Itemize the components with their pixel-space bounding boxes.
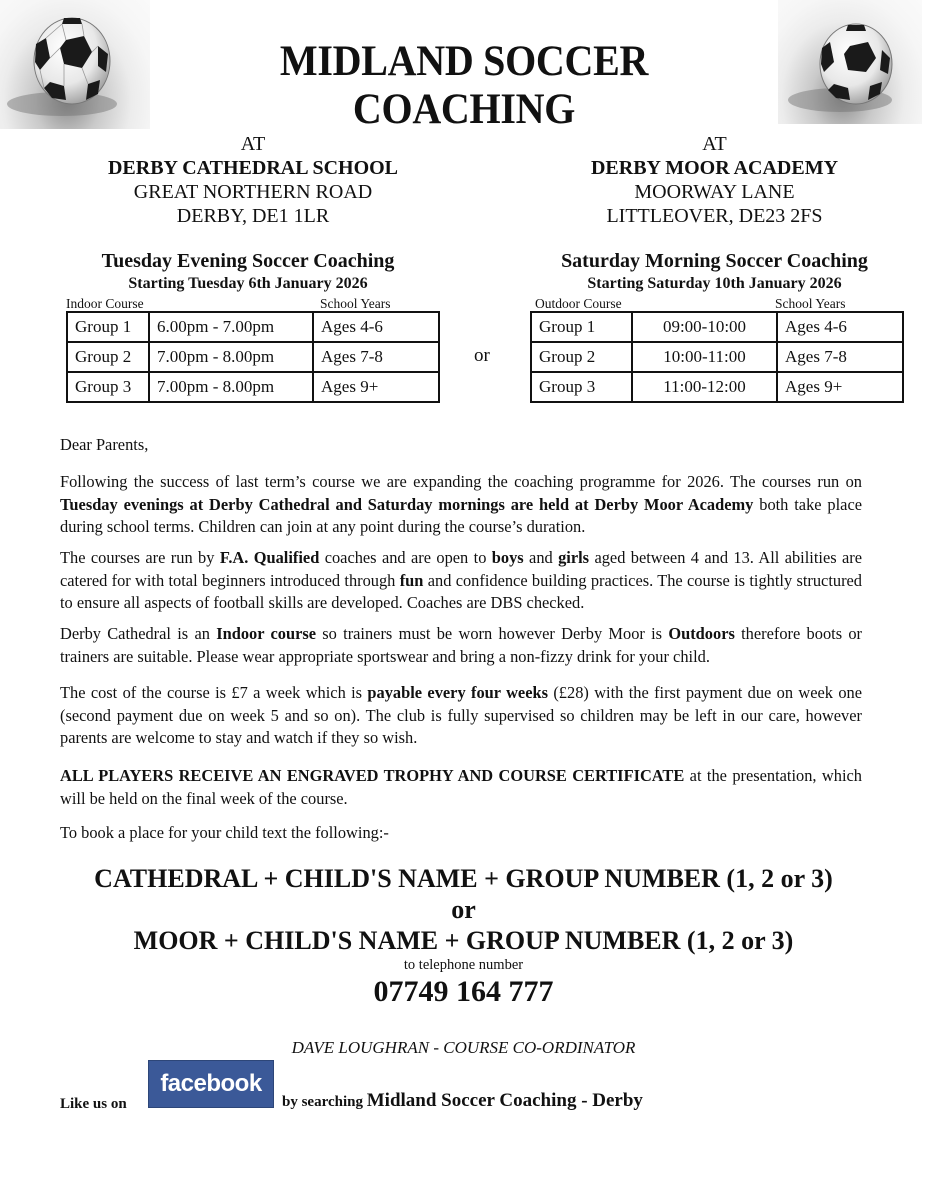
- table-row: [67, 372, 439, 402]
- session-start-saturday: Starting Saturday 10th January 2026: [587, 275, 842, 292]
- table-row: [67, 312, 439, 342]
- facebook-page-name: Midland Soccer Coaching - Derby: [366, 1090, 643, 1111]
- school-years-label: School Years: [775, 296, 846, 311]
- ages-cell: Ages 7-8: [313, 342, 439, 372]
- time-cell: 7.00pm - 8.00pm: [149, 372, 313, 402]
- venue-address-line1: MOORWAY LANE: [634, 181, 795, 203]
- group-cell: Group 2: [67, 342, 149, 372]
- booking-line-moor: MOOR + CHILD'S NAME + GROUP NUMBER (1, 2 or 3): [133, 926, 794, 955]
- venue-name: DERBY MOOR ACADEMY: [590, 157, 839, 179]
- page-title: MIDLAND SOCCER COACHING: [279, 38, 649, 133]
- time-cell: 09:00-10:00: [632, 312, 777, 342]
- booking-instructions: [0, 863, 927, 1010]
- coordinator-signature: DAVE LOUGHRAN - COURSE CO-ORDINATOR: [291, 1038, 636, 1057]
- text-span: (£28) with the first payment due on week one (second payment due on week 5 and so on). The club is fully supervised so children may be left in our care, however parents are welcome to stay and watch if they so wish.: [60, 683, 862, 747]
- text-span: at the presentation, which will be held on the final week of the course.: [60, 766, 862, 808]
- soccer-ball-icon: [0, 0, 150, 129]
- venue-address-line2: LITTLEOVER, DE23 2FS: [606, 205, 823, 227]
- text-bold: ALL PLAYERS RECEIVE AN ENGRAVED TROPHY AND COURSE CERTIFICATE: [60, 766, 685, 785]
- time-cell: 11:00-12:00: [632, 372, 777, 402]
- venue-address-line2: DERBY, DE1 1LR: [176, 205, 330, 227]
- table-row: [531, 372, 903, 402]
- text-bold: fun: [399, 570, 424, 590]
- text-span: Following the success of last term’s course we are expanding the coaching programme for 2026. The courses run on: [60, 472, 862, 491]
- text-bold: Outdoors: [668, 624, 735, 643]
- table-row: [531, 312, 903, 342]
- venue-at-label: AT: [240, 133, 266, 155]
- table-row: [531, 342, 903, 372]
- text-bold: Tuesday evenings at Derby Cathedral and Saturday mornings are held at Derby Moor Academy: [60, 494, 754, 514]
- ages-cell: Ages 7-8: [777, 342, 903, 372]
- text-span: therefore boots or trainers are suitable. Please wear appropriate sportswear and bring a non-fizzy drink for your child.: [60, 624, 863, 666]
- schedule-table-moor: [530, 311, 904, 403]
- session-title-saturday: Saturday Morning Soccer Coaching: [561, 250, 868, 272]
- course-type-label: Outdoor Course: [535, 296, 622, 311]
- group-cell: Group 3: [531, 372, 632, 402]
- text-bold: boys: [491, 548, 524, 567]
- text-bold: girls: [558, 548, 590, 567]
- group-cell: Group 2: [531, 342, 632, 372]
- ages-cell: Ages 9+: [777, 372, 903, 402]
- text-bold: F.A. Qualified: [219, 548, 320, 567]
- group-cell: Group 1: [531, 312, 632, 342]
- schedule-table-cathedral: [66, 311, 440, 403]
- to-telephone-label: to telephone number: [403, 957, 524, 973]
- session-title-tuesday: Tuesday Evening Soccer Coaching: [101, 250, 395, 272]
- paragraph-trophy: [60, 765, 862, 810]
- course-type-label: Indoor Course: [66, 296, 144, 311]
- or-separator: or: [474, 345, 490, 366]
- ages-cell: Ages 9+: [313, 372, 439, 402]
- time-cell: 10:00-11:00: [632, 342, 777, 372]
- paragraph-footwear: [60, 623, 862, 668]
- group-cell: Group 1: [67, 312, 149, 342]
- soccer-ball-icon: [778, 0, 922, 124]
- phone-number: 07749 164 777: [373, 975, 554, 1008]
- venue-address-line1: GREAT NORTHERN ROAD: [133, 181, 373, 203]
- booking-or: or: [451, 895, 476, 924]
- facebook-logo-icon[interactable]: facebook: [148, 1060, 274, 1108]
- text-span: and: [523, 548, 559, 567]
- ages-cell: Ages 4-6: [777, 312, 903, 342]
- paragraph-coaches: [60, 547, 862, 615]
- text-bold: Indoor course: [216, 624, 316, 643]
- text-span: The courses are run by: [60, 548, 220, 567]
- session-start-tuesday: Starting Tuesday 6th January 2026: [128, 275, 368, 292]
- text-span: aged between 4 and 13. All abilities are catered for with total beginners introduced through: [60, 548, 862, 590]
- text-span: and confidence building practices. The course is tightly structured to ensure all aspects of football skills are developed. Coaches are DBS checked.: [60, 570, 862, 612]
- time-cell: 7.00pm - 8.00pm: [149, 342, 313, 372]
- by-searching-label: by searching: [282, 1094, 367, 1110]
- text-span: both take place during school terms. Children can join at any point during the course’s duration.: [60, 494, 862, 536]
- search-instruction: [282, 1090, 643, 1112]
- soccer-ball-image-right: [778, 0, 922, 124]
- text-span: The cost of the course is £7 a week which is: [60, 683, 368, 702]
- venue-derby-moor: [527, 132, 902, 228]
- venue-cathedral: [66, 132, 440, 228]
- ages-cell: Ages 4-6: [313, 312, 439, 342]
- booking-line-cathedral: CATHEDRAL + CHILD'S NAME + GROUP NUMBER (1, 2 or 3): [94, 864, 833, 893]
- text-span: Derby Cathedral is an: [60, 624, 217, 643]
- school-years-label: School Years: [320, 296, 391, 311]
- table-row: [67, 342, 439, 372]
- venue-at-label: AT: [702, 133, 727, 155]
- group-cell: Group 3: [67, 372, 149, 402]
- greeting: Dear Parents,: [60, 435, 149, 454]
- paragraph-cost: [60, 682, 862, 750]
- text-span: coaches and are open to: [319, 548, 492, 567]
- time-cell: 6.00pm - 7.00pm: [149, 312, 313, 342]
- venue-name: DERBY CATHEDRAL SCHOOL: [107, 157, 399, 179]
- soccer-ball-image-left: [0, 0, 150, 129]
- text-bold: payable every four weeks: [367, 683, 548, 702]
- paragraph-booking-intro: To book a place for your child text the following:-: [60, 823, 389, 842]
- text-span: so trainers must be worn however Derby Moor is: [316, 624, 669, 643]
- like-us-label: Like us on: [60, 1096, 127, 1112]
- paragraph-intro: [60, 471, 862, 539]
